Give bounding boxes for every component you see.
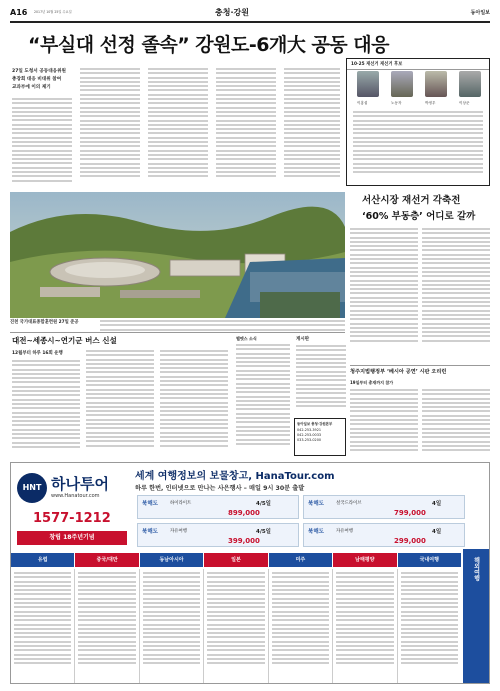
- region-list-4: [204, 569, 268, 683]
- candidate-name-2: 노동자: [391, 101, 402, 105]
- anniversary-banner: 창립 18주년기념: [17, 531, 127, 545]
- region-list-3: [140, 569, 204, 683]
- bus-story-body-3: [160, 350, 228, 458]
- photo-caption-text: [100, 320, 345, 332]
- candidate-name-3: 박정우: [425, 101, 436, 105]
- region-list-7: [398, 569, 461, 683]
- lead-headline: “부실대 선정 졸속” 강원도-6개大 공동 대응: [28, 34, 389, 56]
- kkeutnae-label: 헬멧스 소식: [236, 336, 257, 341]
- deal-card-2[interactable]: [303, 495, 465, 519]
- region-tab-domestic[interactable]: 국내여행: [398, 553, 461, 567]
- candidate-bios: [353, 111, 483, 183]
- training-center-photo: [10, 192, 345, 318]
- court-story-headline: 청주지법행정부 ‘베시아 공연’ 시판 오리런: [350, 369, 447, 375]
- subscription-title: 동아일보 충청·강원본부: [297, 422, 333, 426]
- candidate-name-4: 이상준: [459, 101, 470, 105]
- region-list-1: [11, 569, 75, 683]
- region-tab-americas[interactable]: 미주: [269, 553, 333, 567]
- divider-court: [350, 365, 490, 366]
- notice-body: [296, 345, 346, 415]
- lead-deck-line2: 총장회 대응 비대위 참여: [12, 77, 62, 82]
- region-tab-japan[interactable]: 일본: [204, 553, 268, 567]
- masthead: [10, 6, 490, 20]
- hanatour-brand: 하나투어: [51, 475, 109, 493]
- deal-1-date: 4/5일: [256, 501, 271, 507]
- column-story-headline: 서산시장 재선거 각축전: [362, 195, 461, 206]
- candidates-box: [346, 58, 490, 186]
- lead-deck-line1: 27일 도청서 공동대응위원: [12, 69, 66, 74]
- deal-3-extra: 자유여행: [170, 529, 187, 534]
- hanatour-site[interactable]: www.Hanatour.com: [51, 493, 100, 499]
- hnt-logo-text: HNT: [22, 483, 42, 492]
- lead-body-col2: [80, 68, 140, 188]
- region-tab-europe[interactable]: 유럽: [11, 553, 75, 567]
- region-list-2: [75, 569, 139, 683]
- deal-4-name: 북해도: [308, 529, 324, 535]
- lead-body-col3: [148, 68, 208, 188]
- lead-body-col4: [216, 68, 276, 188]
- divider-bus: [10, 332, 345, 333]
- deal-1-extra: 하이라이트: [170, 501, 192, 506]
- lead-body-col5: [284, 68, 340, 188]
- region-tab-south-pacific[interactable]: 남태평양: [333, 553, 397, 567]
- region-list-6: [333, 569, 397, 683]
- region-tabs: [11, 553, 461, 567]
- hnt-logo-icon: [17, 473, 47, 503]
- court-story-deck: 19일부터 총재까지 참가: [350, 380, 394, 385]
- column-story-subhead: ‘60% 부동층’ 어디로 갈까: [362, 211, 476, 222]
- subscription-phone-3: 033-253-0200: [297, 438, 322, 442]
- deal-1-name: 북해도: [142, 501, 158, 507]
- deal-2-price: 799,000: [394, 509, 426, 517]
- candidates-title: 10·25 재선거 재선거 후보: [347, 59, 489, 70]
- hanatour-logo: [17, 471, 127, 507]
- bus-story-deck: 12월부터 하루 16회 운행: [12, 351, 63, 356]
- ad-subslogan: 하루 한번, 인터넷으로 만나는 사은행사 – 매일 9시 30분 출발: [135, 485, 305, 492]
- region-listings: [11, 569, 461, 683]
- deal-3-name: 북해도: [142, 529, 158, 535]
- deal-card-4[interactable]: [303, 523, 465, 547]
- candidate-photo-3: [425, 71, 447, 97]
- candidate-photo-1: [357, 71, 379, 97]
- paper-name: 동아일보: [470, 10, 490, 16]
- subscription-phone-2: 042-253-0033: [297, 433, 322, 437]
- candidate-photo-2: [391, 71, 413, 97]
- candidate-name-1: 이홍섭: [357, 101, 368, 105]
- region-tab-southeast-asia[interactable]: 동남아시아: [140, 553, 204, 567]
- deal-4-price: 299,000: [394, 537, 426, 545]
- deal-2-extra: 설국드라이브: [336, 501, 362, 506]
- hanatour-ad[interactable]: [10, 462, 490, 684]
- masthead-date: 2017년 10월 25일 수요일: [34, 10, 72, 14]
- deal-card-3[interactable]: [137, 523, 299, 547]
- deal-3-date: 4/5일: [256, 529, 271, 535]
- bus-story-body-1: [12, 360, 80, 458]
- deal-4-date: 4일: [432, 529, 442, 535]
- deal-4-extra: 자유여행: [336, 529, 353, 534]
- hanatour-phone[interactable]: 1577-1212: [33, 511, 111, 526]
- promo-text: 해외여행: [472, 557, 480, 581]
- bus-story-headline: 대전∼세종시∼연기군 버스 신설: [12, 336, 117, 345]
- training-center-photo-svg: [10, 192, 345, 318]
- page-number: A16: [10, 8, 28, 17]
- photo-caption-title: 진천 국가대표종합훈련원 27일 준공: [10, 320, 79, 325]
- lead-deck: [12, 68, 70, 92]
- deal-card-1[interactable]: [137, 495, 299, 519]
- court-story-body-1: [350, 389, 418, 457]
- lead-deck-line3: 교과부에 이의 제기: [12, 85, 51, 90]
- deal-2-name: 북해도: [308, 501, 324, 507]
- notice-label: 게시판: [296, 337, 310, 342]
- subscription-box: [294, 418, 346, 456]
- promo-strip[interactable]: [463, 549, 489, 683]
- kkeutnae-body: [236, 344, 290, 458]
- region-tab-china[interactable]: 중국/대만: [75, 553, 139, 567]
- column-story-body-2: [422, 228, 490, 353]
- court-story-body-2: [422, 389, 490, 457]
- region-list-5: [269, 569, 333, 683]
- masthead-rule: [10, 21, 490, 23]
- deal-1-price: 899,000: [228, 509, 260, 517]
- lead-body-col1: [12, 98, 72, 188]
- candidate-photo-4: [459, 71, 481, 97]
- deal-2-date: 4일: [432, 501, 442, 507]
- column-story-body-1: [350, 228, 418, 353]
- bus-story-body-2: [86, 350, 154, 458]
- ad-slogan: 세계 여행정보의 보물창고, HanaTour.com: [135, 471, 335, 482]
- candidate-photos: [351, 71, 485, 101]
- subscription-phone-1: 042-253-3921: [297, 428, 322, 432]
- deal-3-price: 399,000: [228, 537, 260, 545]
- section-title: 충청·강원: [215, 8, 249, 17]
